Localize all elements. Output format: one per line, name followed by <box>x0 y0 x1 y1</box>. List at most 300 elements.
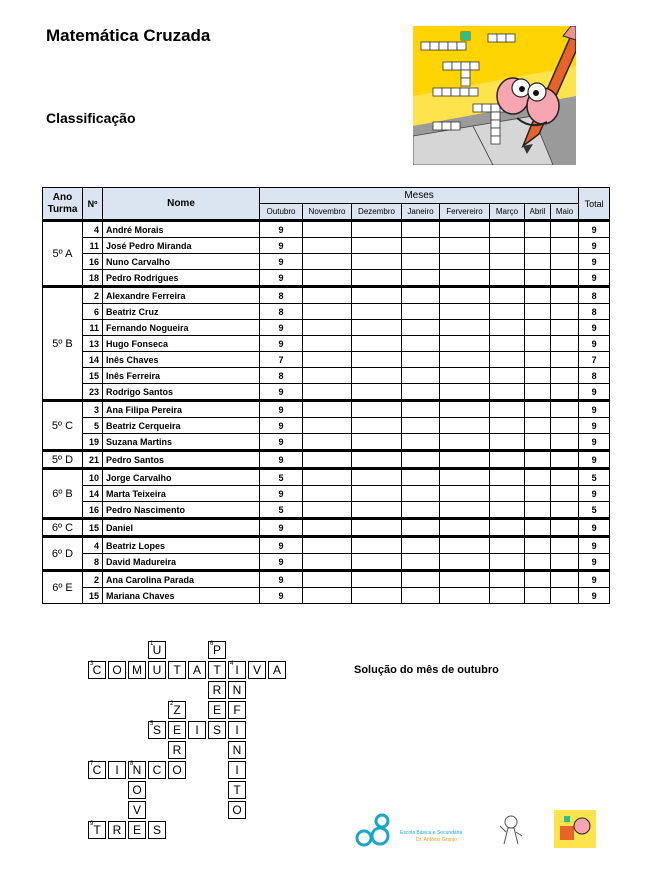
crossword-letter: A <box>272 663 281 677</box>
score-empty <box>303 451 352 469</box>
crossword-cell <box>148 641 166 659</box>
crossword-letter: E <box>172 723 181 737</box>
score-empty <box>525 469 551 486</box>
table-row <box>43 588 610 604</box>
crossword-cell <box>128 781 146 799</box>
student-number: 2 <box>83 571 103 588</box>
score-empty <box>490 451 525 469</box>
score-empty <box>551 451 579 469</box>
clue-number: 7 <box>90 761 94 767</box>
student-name: Fernando Nogueira <box>103 320 260 336</box>
student-number: 10 <box>83 469 103 486</box>
student-number: 13 <box>83 336 103 352</box>
score-empty <box>303 368 352 384</box>
score-empty <box>525 287 551 304</box>
student-name: Daniel <box>103 519 260 537</box>
score-empty <box>303 537 352 554</box>
score-empty <box>490 434 525 451</box>
crossword-letter: U <box>152 663 162 677</box>
crossword-letter: I <box>235 663 239 677</box>
score-empty <box>551 287 579 304</box>
score-empty <box>352 320 402 336</box>
score-empty <box>440 486 490 502</box>
score-empty <box>551 434 579 451</box>
clue-number: 4 <box>230 661 234 667</box>
student-number: 14 <box>83 486 103 502</box>
score-empty <box>551 519 579 537</box>
table-row <box>43 384 610 401</box>
student-number: 15 <box>83 588 103 604</box>
score-empty <box>551 486 579 502</box>
table-row <box>43 451 610 469</box>
score-empty <box>525 270 551 287</box>
score-empty <box>525 486 551 502</box>
score-total: 9 <box>579 537 610 554</box>
score-empty <box>525 368 551 384</box>
score-empty <box>352 571 402 588</box>
score-empty <box>352 554 402 571</box>
score-outubro: 9 <box>260 486 303 502</box>
score-empty <box>440 304 490 320</box>
table-row <box>43 401 610 418</box>
crossword-letter: N <box>132 763 142 777</box>
score-outubro: 9 <box>260 238 303 254</box>
crossword-cell <box>268 661 286 679</box>
crossword-letter: I <box>195 723 199 737</box>
crossword-letter: V <box>252 663 261 677</box>
score-outubro: 9 <box>260 270 303 287</box>
score-empty <box>551 469 579 486</box>
score-empty <box>303 469 352 486</box>
score-empty <box>525 537 551 554</box>
student-number: 4 <box>83 221 103 238</box>
score-total: 9 <box>579 401 610 418</box>
score-empty <box>525 352 551 368</box>
month-header: Maio <box>551 204 579 221</box>
score-outubro: 9 <box>260 418 303 434</box>
score-empty <box>303 588 352 604</box>
score-empty <box>525 451 551 469</box>
score-empty <box>402 554 440 571</box>
score-empty <box>440 502 490 519</box>
crossword-letter: E <box>132 823 141 837</box>
crossword-letter: S <box>152 723 161 737</box>
score-outubro: 8 <box>260 304 303 320</box>
crossword-cell <box>148 821 166 839</box>
month-header: Outubro <box>260 204 303 221</box>
score-empty <box>352 418 402 434</box>
table-row <box>43 320 610 336</box>
table-row <box>43 537 610 554</box>
score-empty <box>490 401 525 418</box>
score-empty <box>303 221 352 238</box>
student-name: Ana Filipa Pereira <box>103 401 260 418</box>
score-empty <box>490 254 525 270</box>
score-empty <box>303 336 352 352</box>
score-empty <box>303 384 352 401</box>
score-outubro: 9 <box>260 320 303 336</box>
score-empty <box>440 320 490 336</box>
crossword-cell <box>88 821 106 839</box>
score-outubro: 9 <box>260 571 303 588</box>
crossword-letter: F <box>233 703 241 717</box>
score-empty <box>402 287 440 304</box>
page-title: Matemática Cruzada <box>46 26 211 45</box>
score-empty <box>440 537 490 554</box>
crossword-letter: I <box>235 763 239 777</box>
score-empty <box>551 384 579 401</box>
score-total: 7 <box>579 352 610 368</box>
student-name: José Pedro Miranda <box>103 238 260 254</box>
score-empty <box>490 352 525 368</box>
score-empty <box>551 571 579 588</box>
score-empty <box>402 451 440 469</box>
student-number: 11 <box>83 320 103 336</box>
student-name: Suzana Martins <box>103 434 260 451</box>
score-empty <box>402 238 440 254</box>
score-empty <box>352 352 402 368</box>
score-empty <box>402 221 440 238</box>
student-number: 15 <box>83 519 103 537</box>
score-empty <box>551 221 579 238</box>
crossword-pencil-illustration <box>413 26 576 165</box>
table-row <box>43 554 610 571</box>
section-title: Classificação <box>46 110 136 126</box>
classification-table <box>42 187 610 604</box>
score-outubro: 5 <box>260 502 303 519</box>
student-number: 11 <box>83 238 103 254</box>
score-empty <box>551 336 579 352</box>
crossword-letter: T <box>233 783 241 797</box>
score-total: 5 <box>579 469 610 486</box>
score-empty <box>440 451 490 469</box>
student-name: Rodrigo Santos <box>103 384 260 401</box>
score-empty <box>402 469 440 486</box>
student-number: 14 <box>83 352 103 368</box>
table-row <box>43 304 610 320</box>
score-empty <box>352 401 402 418</box>
crossword-badge <box>554 810 596 848</box>
score-empty <box>402 401 440 418</box>
student-name: Alexandre Ferreira <box>103 287 260 304</box>
score-empty <box>551 352 579 368</box>
clue-number: 9 <box>90 821 94 827</box>
score-empty <box>402 486 440 502</box>
svg-text:Escola Básica e Secundária: Escola Básica e Secundária <box>400 830 463 836</box>
score-empty <box>402 254 440 270</box>
table-row <box>43 418 610 434</box>
score-empty <box>440 287 490 304</box>
student-name: David Madureira <box>103 554 260 571</box>
crossword-letter: M <box>132 663 142 677</box>
crossword-cell <box>108 821 126 839</box>
score-total: 9 <box>579 554 610 571</box>
score-empty <box>402 537 440 554</box>
score-empty <box>440 352 490 368</box>
class-label: 5º D <box>43 451 83 469</box>
clue-number: 8 <box>130 761 134 767</box>
school-logo <box>354 812 474 848</box>
crossword-cell <box>168 761 186 779</box>
score-empty <box>440 401 490 418</box>
score-empty <box>551 368 579 384</box>
score-empty <box>352 254 402 270</box>
score-empty <box>440 554 490 571</box>
score-empty <box>402 571 440 588</box>
class-label: 6º D <box>43 537 83 571</box>
month-header: Dezembro <box>352 204 402 221</box>
table-row <box>43 368 610 384</box>
crossword-letter: A <box>192 663 201 677</box>
crossword-cell <box>188 721 206 739</box>
score-empty <box>440 270 490 287</box>
score-empty <box>352 434 402 451</box>
table-row <box>43 238 610 254</box>
student-name: Inês Ferreira <box>103 368 260 384</box>
student-number: 19 <box>83 434 103 451</box>
score-empty <box>440 336 490 352</box>
clue-number: 3 <box>90 661 94 667</box>
score-outubro: 5 <box>260 469 303 486</box>
score-empty <box>490 554 525 571</box>
score-empty <box>525 336 551 352</box>
score-empty <box>490 588 525 604</box>
score-empty <box>440 469 490 486</box>
score-empty <box>551 588 579 604</box>
score-empty <box>352 336 402 352</box>
col-num-header: Nº <box>83 188 103 221</box>
score-total: 9 <box>579 434 610 451</box>
score-empty <box>551 270 579 287</box>
class-label: 6º E <box>43 571 83 604</box>
score-outubro: 9 <box>260 401 303 418</box>
score-empty <box>525 588 551 604</box>
crossword-cell <box>208 661 226 679</box>
table-row <box>43 519 610 537</box>
score-empty <box>352 368 402 384</box>
score-empty <box>303 270 352 287</box>
score-total: 9 <box>579 238 610 254</box>
crossword-cell <box>208 641 226 659</box>
score-empty <box>551 418 579 434</box>
score-empty <box>402 352 440 368</box>
table-row <box>43 571 610 588</box>
crossword-cell <box>248 661 266 679</box>
score-empty <box>303 502 352 519</box>
student-number: 2 <box>83 287 103 304</box>
score-empty <box>303 434 352 451</box>
score-outubro: 7 <box>260 352 303 368</box>
student-number: 3 <box>83 401 103 418</box>
score-empty <box>440 588 490 604</box>
student-name: Ana Carolina Parada <box>103 571 260 588</box>
score-empty <box>551 238 579 254</box>
student-number: 8 <box>83 554 103 571</box>
crossword-letter: R <box>212 683 222 697</box>
table-row <box>43 352 610 368</box>
score-empty <box>440 571 490 588</box>
score-empty <box>551 320 579 336</box>
score-empty <box>352 221 402 238</box>
score-empty <box>525 418 551 434</box>
score-empty <box>525 238 551 254</box>
crossword-letter: N <box>232 743 242 757</box>
score-empty <box>490 571 525 588</box>
score-empty <box>525 384 551 401</box>
score-empty <box>352 519 402 537</box>
score-outubro: 9 <box>260 451 303 469</box>
score-empty <box>490 486 525 502</box>
score-empty <box>525 554 551 571</box>
score-empty <box>440 519 490 537</box>
score-empty <box>352 270 402 287</box>
score-outubro: 8 <box>260 287 303 304</box>
score-empty <box>440 384 490 401</box>
crossword-letter: P <box>212 643 221 657</box>
score-empty <box>352 502 402 519</box>
crossword-cell <box>168 721 186 739</box>
score-empty <box>525 304 551 320</box>
crossword-letter: O <box>172 763 182 777</box>
score-empty <box>490 537 525 554</box>
score-total: 8 <box>579 368 610 384</box>
score-empty <box>303 486 352 502</box>
score-empty <box>490 519 525 537</box>
score-empty <box>525 434 551 451</box>
student-name: Beatriz Lopes <box>103 537 260 554</box>
score-empty <box>490 270 525 287</box>
crossword-cell <box>208 701 226 719</box>
student-number: 23 <box>83 384 103 401</box>
class-label: 5º A <box>43 221 83 287</box>
student-number: 16 <box>83 502 103 519</box>
score-empty <box>525 320 551 336</box>
crossword-letter: I <box>115 763 119 777</box>
score-total: 9 <box>579 384 610 401</box>
crossword-cell <box>128 821 146 839</box>
score-empty <box>352 486 402 502</box>
crossword-letter: N <box>232 683 242 697</box>
score-empty <box>551 304 579 320</box>
crossword-letter: E <box>212 703 221 717</box>
score-total: 9 <box>579 336 610 352</box>
table-row <box>43 221 610 238</box>
student-name: André Morais <box>103 221 260 238</box>
crossword-letter: C <box>92 663 102 677</box>
score-outubro: 8 <box>260 368 303 384</box>
score-empty <box>440 434 490 451</box>
score-empty <box>303 238 352 254</box>
student-name: Mariana Chaves <box>103 588 260 604</box>
col-year-header: Ano Turma <box>43 188 83 221</box>
crossword-letter: T <box>213 663 221 677</box>
score-empty <box>352 451 402 469</box>
crossword-cell <box>88 761 106 779</box>
month-header: Novembro <box>303 204 352 221</box>
crossword-cell <box>128 761 146 779</box>
solution-label: Solução do mês de outubro <box>354 664 499 676</box>
student-number: 18 <box>83 270 103 287</box>
crossword-cell <box>228 701 246 719</box>
score-empty <box>402 336 440 352</box>
score-empty <box>402 368 440 384</box>
score-empty <box>490 287 525 304</box>
score-empty <box>352 469 402 486</box>
crossword-cell <box>228 741 246 759</box>
score-outubro: 9 <box>260 336 303 352</box>
crossword-letter: R <box>172 743 182 757</box>
score-total: 9 <box>579 418 610 434</box>
month-header: Fervereiro <box>440 204 490 221</box>
month-header: Janeiro <box>402 204 440 221</box>
score-empty <box>352 287 402 304</box>
crossword-letter: V <box>132 803 141 817</box>
crossword-letter: O <box>132 783 142 797</box>
crossword-cell <box>228 761 246 779</box>
crossword-cell <box>108 661 126 679</box>
crossword-cell <box>228 801 246 819</box>
score-total: 5 <box>579 502 610 519</box>
crossword-letter: S <box>212 723 221 737</box>
score-outubro: 9 <box>260 537 303 554</box>
table-row <box>43 502 610 519</box>
score-empty <box>490 502 525 519</box>
score-outubro: 9 <box>260 554 303 571</box>
score-empty <box>551 502 579 519</box>
crossword-cell <box>128 801 146 819</box>
crossword-cell <box>108 761 126 779</box>
col-name-header: Nome <box>103 188 260 221</box>
col-months-header: Meses <box>260 188 579 204</box>
score-total: 9 <box>579 571 610 588</box>
score-empty <box>440 238 490 254</box>
crossword-letter: R <box>112 823 122 837</box>
score-outubro: 9 <box>260 384 303 401</box>
score-empty <box>490 304 525 320</box>
crossword-cell <box>228 781 246 799</box>
score-empty <box>352 384 402 401</box>
student-name: Marta Teixeira <box>103 486 260 502</box>
score-empty <box>402 384 440 401</box>
table-row <box>43 270 610 287</box>
score-total: 9 <box>579 270 610 287</box>
crossword-cell <box>168 661 186 679</box>
student-number: 16 <box>83 254 103 270</box>
student-name: Inês Chaves <box>103 352 260 368</box>
student-number: 21 <box>83 451 103 469</box>
score-empty <box>402 270 440 287</box>
class-label: 5º C <box>43 401 83 451</box>
crossword-cell <box>228 721 246 739</box>
crossword-letter: O <box>112 663 122 677</box>
score-outubro: 9 <box>260 434 303 451</box>
mascot-icon <box>496 814 526 846</box>
crossword-letter: U <box>152 643 162 657</box>
student-name: Pedro Rodrigues <box>103 270 260 287</box>
score-empty <box>490 368 525 384</box>
score-empty <box>525 221 551 238</box>
crossword-cell <box>148 721 166 739</box>
score-empty <box>402 320 440 336</box>
table-row <box>43 287 610 304</box>
score-empty <box>551 554 579 571</box>
student-name: Beatriz Cerqueira <box>103 418 260 434</box>
score-empty <box>490 336 525 352</box>
score-empty <box>490 384 525 401</box>
score-empty <box>303 352 352 368</box>
student-name: Hugo Fonseca <box>103 336 260 352</box>
score-empty <box>303 401 352 418</box>
